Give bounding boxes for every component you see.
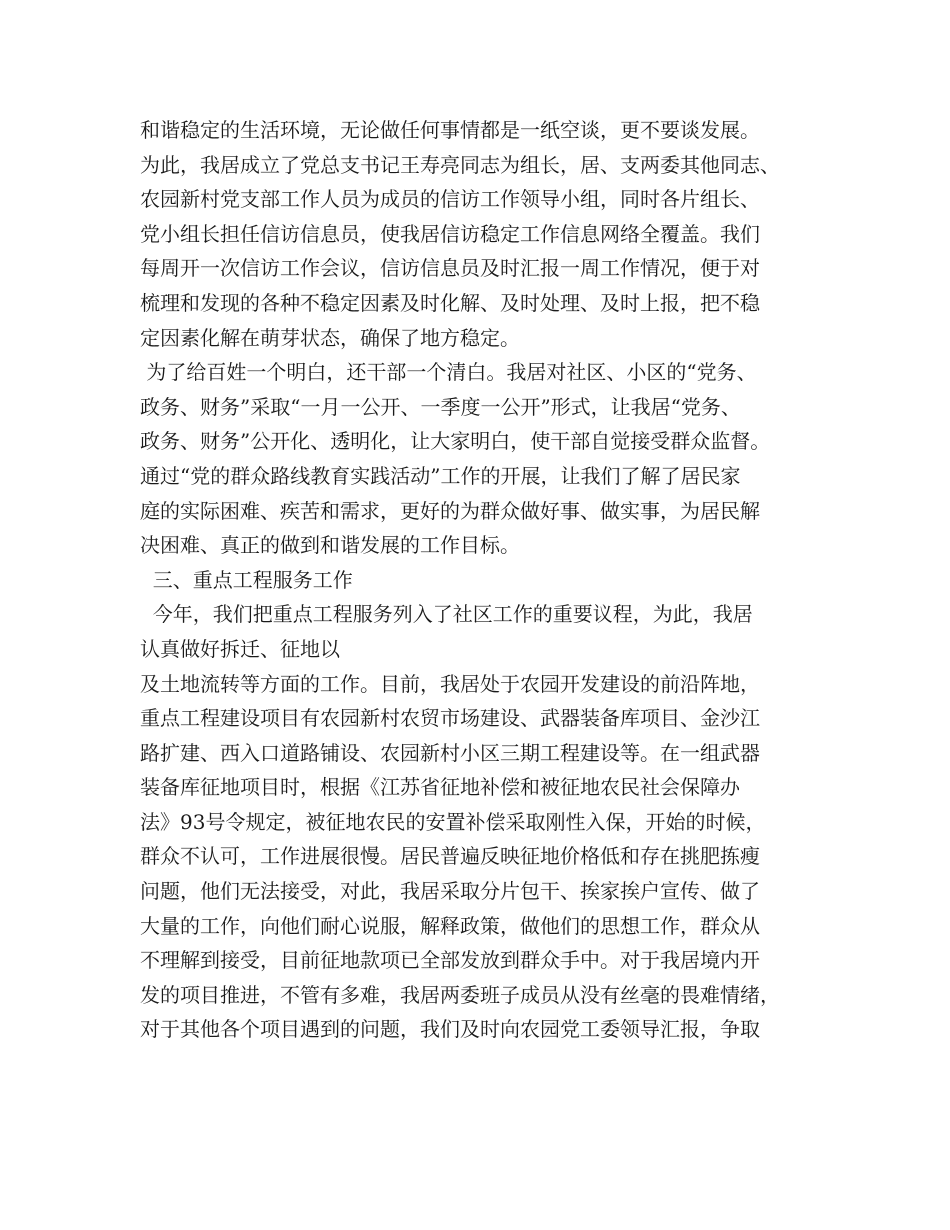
text-line-24: 大量的工作，向他们耐心说服，解释政策，做他们的思想工作，群众从	[140, 913, 760, 938]
text-line-25: 不理解到接受，目前征地款项已全部发放到群众手中。对于我居境内开	[140, 948, 760, 973]
text-line-6: 梳理和发现的各种不稳定因素及时化解、及时处理、及时上报，把不稳	[140, 290, 760, 315]
text-line-21: 法》93号令规定，被征地农民的安置补偿采取刚性入保，开始的时候，	[140, 809, 766, 834]
section-heading: 三、重点工程服务工作	[140, 567, 353, 592]
text-line-5: 每周开一次信访工作会议，信访信息员及时汇报一周工作情况，便于对	[140, 256, 760, 281]
text-line-18: 重点工程建设项目有农园新村农贸市场建设、武器装备库项目、金沙江	[140, 706, 760, 731]
text-line-12: 庭的实际困难、疾苦和需求，更好的为群众做好事、做实事，为居民解	[140, 498, 760, 523]
text-line-3: 农园新村党支部工作人员为成员的信访工作领导小组，同时各片组长、	[140, 187, 760, 212]
text-line-8: 为了给百姓一个明白，还干部一个清白。我居对社区、小区的“党务、	[140, 360, 757, 385]
text-line-20: 装备库征地项目时，根据《江苏省征地补偿和被征地农民社会保障办	[140, 775, 740, 800]
text-line-11: 通过“党的群众路线教育实践活动”工作的开展，让我们了解了居民家	[140, 463, 741, 488]
text-line-10: 政务、财务”公开化、透明化，让大家明白，使干部自觉接受群众监督。	[140, 429, 771, 454]
text-line-23: 问题，他们无法接受，对此，我居采取分片包干、挨家挨户宣传、做了	[140, 879, 760, 904]
text-line-19: 路扩建、西入口道路铺设、农园新村小区三期工程建设等。在一组武器	[140, 740, 760, 765]
text-line-9: 政务、财务”采取“一月一公开、一季度一公开”形式，让我居“党务、	[140, 394, 741, 419]
text-line-22: 群众不认可，工作进展很慢。居民普遍反映征地价格低和存在挑肥拣瘦	[140, 844, 760, 869]
text-line-15: 今年，我们把重点工程服务列入了社区工作的重要议程，为此，我居	[140, 602, 753, 627]
text-line-7: 定因素化解在萌芽状态，确保了地方稳定。	[140, 325, 520, 350]
text-line-27: 对于其他各个项目遇到的问题，我们及时向农园党工委领导汇报，争取	[140, 1017, 760, 1042]
document-body	[140, 113, 830, 1047]
text-line-4: 党小组长担任信访信息员，使我居信访稳定工作信息网络全覆盖。我们	[140, 221, 760, 246]
text-line-1: 和谐稳定的生活环境，无论做任何事情都是一纸空谈，更不要谈发展。	[140, 118, 760, 142]
text-line-26: 发的项目推进，不管有多难，我居两委班子成员从没有丝毫的畏难情绪，	[140, 982, 780, 1007]
text-line-13: 决困难、真正的做到和谐发展的工作目标。	[140, 533, 520, 558]
text-line-17: 及土地流转等方面的工作。目前，我居处于农园开发建设的前沿阵地，	[140, 671, 760, 696]
text-line-16: 认真做好拆迁、征地以	[140, 636, 340, 661]
text-line-2: 为此，我居成立了党总支书记王寿亮同志为组长，居、支两委其他同志、	[140, 152, 780, 177]
